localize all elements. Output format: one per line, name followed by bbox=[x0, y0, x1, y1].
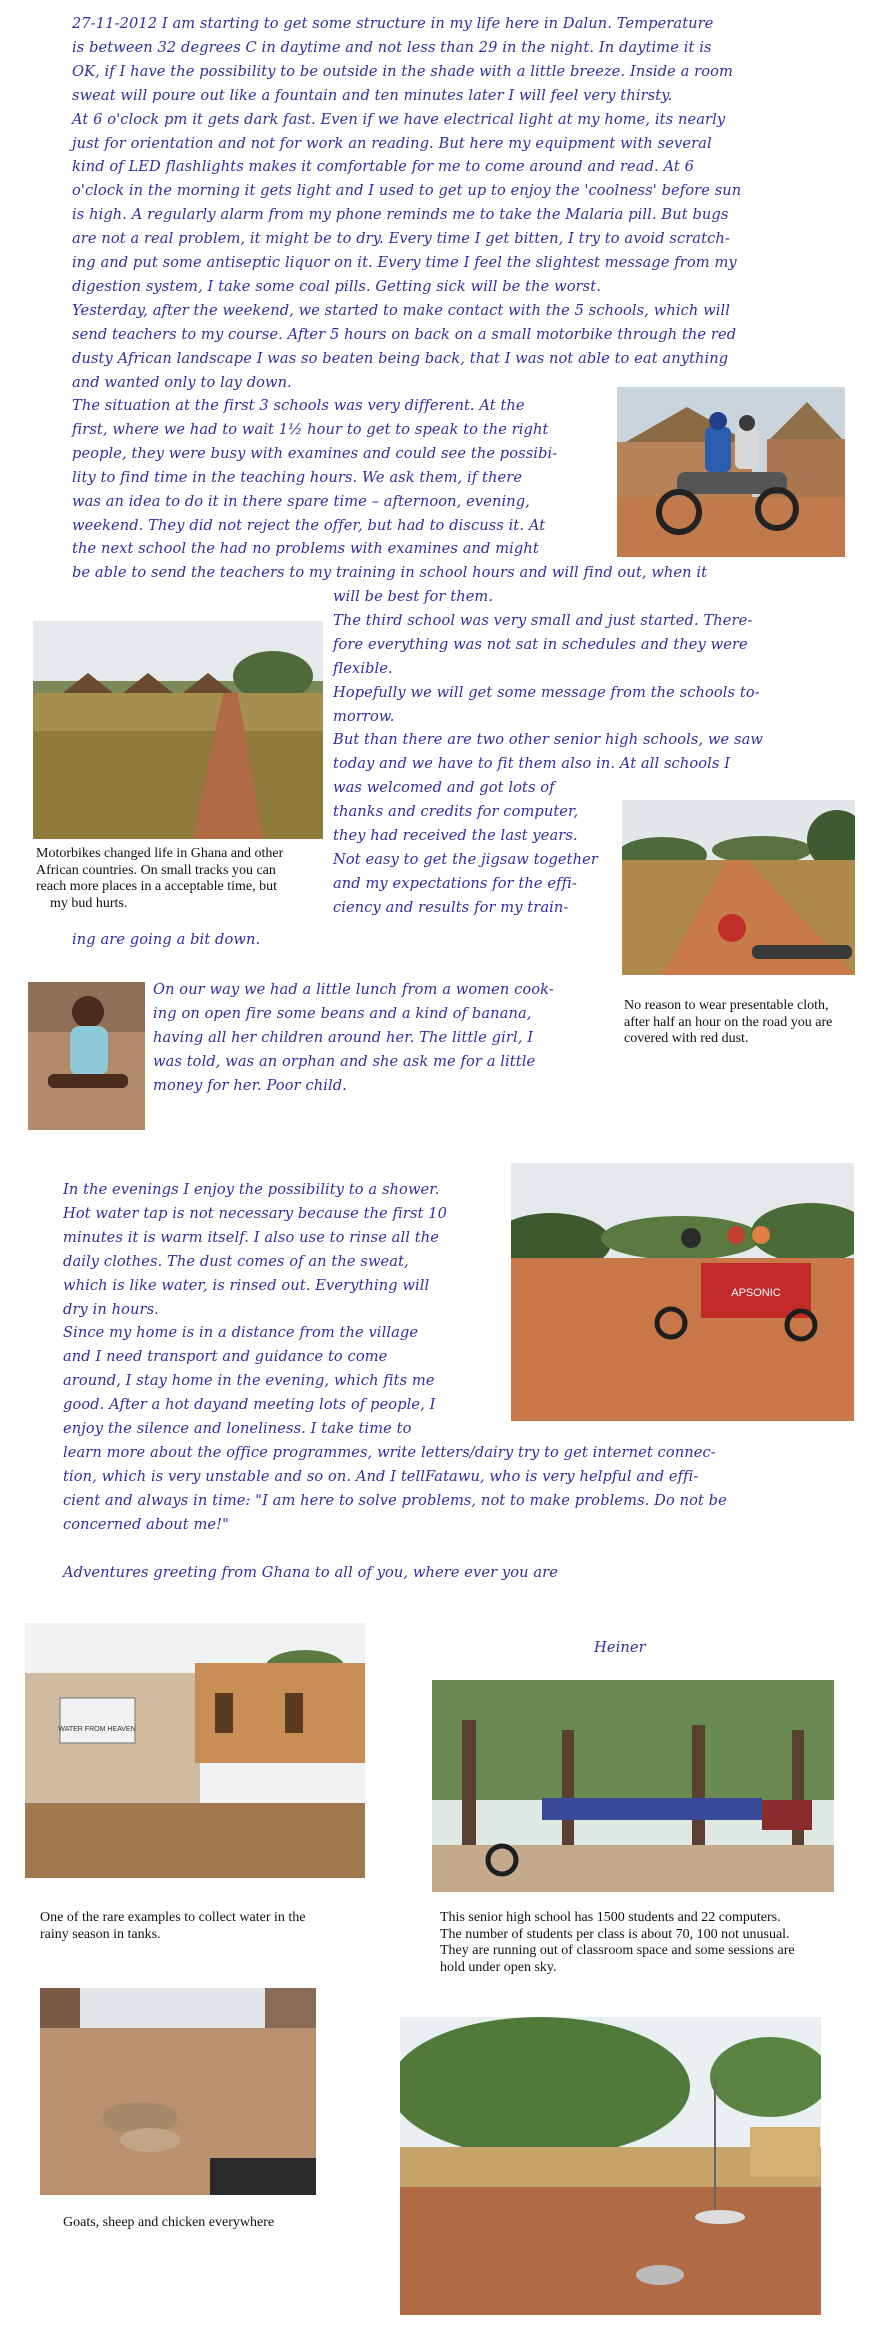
diary-line: and wanted only to lay down. bbox=[72, 373, 292, 391]
diary-line: is high. A regularly alarm from my phone reminds me to take the Malaria pill. But bugs bbox=[72, 206, 729, 224]
caption-line: reach more places in a acceptable time, but bbox=[36, 879, 277, 894]
photo-tricycle bbox=[511, 1163, 854, 1421]
diary-paragraph-lunch bbox=[153, 978, 554, 1098]
diary-line: Hopefully we will get some message from the schools to- bbox=[333, 683, 760, 701]
diary-line: Yesterday, after the weekend, we started to make contact with the 5 schools, which will bbox=[72, 301, 730, 319]
diary-line: sweat will poure out like a fountain and ten minutes later I will feel very thirsty. bbox=[72, 86, 673, 104]
diary-line-training bbox=[72, 928, 260, 952]
diary-line: having all her children around her. The little girl, I bbox=[153, 1028, 534, 1046]
diary-line: learn more about the office programmes, write letters/dairy try to get internet connec- bbox=[63, 1444, 716, 1461]
signature bbox=[594, 1636, 646, 1660]
diary-line: But than there are two other senior high schools, we saw bbox=[333, 731, 763, 749]
photo-school-compound bbox=[400, 2017, 821, 2315]
caption-line: They are running out of classroom space and some sessions are bbox=[440, 1943, 795, 1958]
diary-paragraph-intro bbox=[72, 12, 741, 395]
caption-line: Motorbikes changed life in Ghana and other bbox=[36, 846, 284, 861]
diary-line: The situation at the first 3 schools was very different. At the bbox=[72, 397, 525, 414]
tank-sign: WATER FROM HEAVEN bbox=[58, 1726, 136, 1733]
greeting bbox=[63, 1561, 558, 1585]
diary-line: Not easy to get the jigsaw together bbox=[333, 850, 598, 868]
diary-line: was welcomed and got lots of bbox=[333, 779, 555, 796]
caption-water-tank bbox=[40, 1910, 306, 1943]
caption-goats bbox=[63, 2215, 274, 2232]
diary-line: dry in hours. bbox=[63, 1300, 159, 1318]
diary-line: money for her. Poor child. bbox=[153, 1076, 347, 1094]
diary-line: was an idea to do it in there spare time – afternoon, evening, bbox=[72, 492, 530, 510]
photo-water-tank bbox=[25, 1623, 365, 1878]
caption-line: African countries. On small tracks you can bbox=[36, 862, 276, 878]
diary-line: Since my home is in a distance from the village bbox=[63, 1324, 419, 1342]
diary-line: concerned about me!" bbox=[63, 1515, 229, 1533]
diary-line: ing on open fire some beans and a kind of banana, bbox=[153, 1004, 532, 1022]
caption-line: Goats, sheep and chicken everywhere bbox=[63, 2215, 275, 2230]
diary-line: first, where we had to wait 1½ hour to get to speak to the right bbox=[72, 420, 549, 438]
diary-line: around, I stay home in the evening, which fits me bbox=[63, 1372, 435, 1390]
diary-line: On our way we had a little lunch from a women cook- bbox=[153, 981, 554, 998]
caption-line: covered with red dust. bbox=[624, 1031, 749, 1046]
signature-name: Heiner bbox=[594, 1639, 646, 1656]
caption-line: my bud hurts. bbox=[50, 895, 128, 911]
diary-paragraph-third-school bbox=[333, 585, 763, 776]
greeting-line: Adventures greeting from Ghana to all of you, where ever you are bbox=[63, 1564, 558, 1581]
diary-line: thanks and credits for computer, bbox=[333, 802, 579, 820]
diary-line: At 6 o'clock pm it gets dark fast. Even if we have electrical light at my home, its nearly bbox=[72, 110, 726, 128]
diary-line: good. After a hot dayand meeting lots of people, I bbox=[63, 1396, 436, 1414]
diary-paragraph-evenings bbox=[63, 1178, 447, 1441]
diary-line: o'clock in the morning it gets light and I used to get up to enjoy the 'coolness' before sun bbox=[72, 182, 742, 200]
tricycle-sign: APSONIC bbox=[731, 1287, 781, 1299]
photo-motorbike-riders bbox=[617, 387, 845, 557]
photo-savannah-huts bbox=[33, 621, 323, 839]
photo-goats bbox=[40, 1988, 316, 2195]
caption-line: after half an hour on the road you are bbox=[624, 1014, 833, 1030]
diary-line: send teachers to my course. After 5 hours on back on a small motorbike through the red bbox=[72, 325, 737, 343]
diary-line: they had received the last years. bbox=[333, 826, 578, 844]
caption-line: hold under open sky. bbox=[440, 1959, 557, 1975]
diary-line: weekend. They did not reject the offer, but had to discuss it. At bbox=[72, 516, 546, 534]
diary-line: are not a real problem, it might be to dry. Every time I get bitten, I try to avoid scratch- bbox=[72, 230, 730, 248]
diary-line: ing and put some antiseptic liquor on it. Every time I feel the slightest message from my bbox=[72, 254, 737, 272]
diary-line: enjoy the silence and loneliness. I take time to bbox=[63, 1420, 412, 1438]
diary-line: just for orientation and not for work an reading. But here my equipment with several bbox=[72, 134, 712, 152]
caption-line: rainy season in tanks. bbox=[40, 1926, 161, 1942]
diary-line: The third school was very small and just started. There- bbox=[333, 611, 753, 629]
diary-line: ing are going a bit down. bbox=[72, 931, 261, 948]
photo-school-under-trees bbox=[432, 1680, 834, 1892]
caption-motorbikes bbox=[36, 846, 283, 912]
diary-line: cient and always in time: "I am here to solve problems, not to make problems. Do not be bbox=[63, 1491, 727, 1509]
diary-line: lity to find time in the teaching hours. We ask them, if there bbox=[72, 468, 523, 486]
photo-red-road bbox=[622, 800, 855, 975]
diary-line: fore everything was not sat in schedules and they were bbox=[333, 635, 748, 653]
diary-line: which is like water, is rinsed out. Everything will bbox=[63, 1276, 430, 1294]
diary-line: the next school the had no problems with examines and might bbox=[72, 540, 539, 558]
diary-line: kind of LED flashlights makes it comfortable for me to come around and read. At 6 bbox=[72, 158, 694, 176]
diary-paragraph-welcomed bbox=[333, 776, 598, 919]
diary-line: OK, if I have the possibility to be outside in the shade with a little breeze. Inside a room bbox=[72, 62, 733, 80]
diary-line: be able to send the teachers to my training in school hours and will find out, when it bbox=[72, 564, 708, 582]
caption-line: This senior high school has 1500 students and 22 computers. bbox=[440, 1910, 781, 1925]
caption-line: No reason to wear presentable cloth, bbox=[624, 998, 829, 1013]
diary-paragraph-schools bbox=[72, 394, 707, 585]
diary-line: will be best for them. bbox=[333, 588, 494, 605]
diary-line: flexible. bbox=[333, 659, 393, 677]
caption-line: The number of students per class is about 70, 100 not unusual. bbox=[440, 1926, 790, 1942]
diary-line: Hot water tap is not necessary because the first 10 bbox=[63, 1204, 448, 1222]
diary-paragraph-office bbox=[63, 1441, 727, 1537]
diary-line: In the evenings I enjoy the possibility to a shower. bbox=[63, 1181, 440, 1198]
caption-line: One of the rare examples to collect water in the bbox=[40, 1910, 306, 1925]
diary-line: digestion system, I take some coal pills. Getting sick will be the worst. bbox=[72, 277, 601, 295]
diary-line: dusty African landscape I was so beaten being back, that I was not able to eat anything bbox=[72, 349, 729, 367]
diary-line: is between 32 degrees C in daytime and not less than 29 in the night. In daytime it is bbox=[72, 38, 712, 56]
caption-school bbox=[440, 1910, 795, 1976]
diary-line: 27-11-2012 I am starting to get some structure in my life here in Dalun. Temperature bbox=[72, 15, 714, 32]
caption-red-dust bbox=[624, 998, 832, 1048]
diary-line: was told, was an orphan and she ask me for a little bbox=[153, 1052, 536, 1070]
diary-line: minutes it is warm itself. I also use to rinse all the bbox=[63, 1228, 439, 1246]
diary-line: people, they were busy with examines and could see the possibi- bbox=[72, 444, 558, 462]
diary-line: and my expectations for the effi- bbox=[333, 874, 577, 892]
diary-line: daily clothes. The dust comes of an the sweat, bbox=[63, 1252, 409, 1270]
diary-line: morrow. bbox=[333, 707, 395, 725]
photo-little-girl bbox=[28, 982, 145, 1130]
diary-line: today and we have to fit them also in. At all schools I bbox=[333, 755, 731, 773]
diary-line: ciency and results for my train- bbox=[333, 898, 569, 916]
diary-line: tion, which is very unstable and so on. And I tellFatawu, who is very helpful and effi- bbox=[63, 1467, 699, 1485]
diary-line: and I need transport and guidance to come bbox=[63, 1348, 388, 1366]
